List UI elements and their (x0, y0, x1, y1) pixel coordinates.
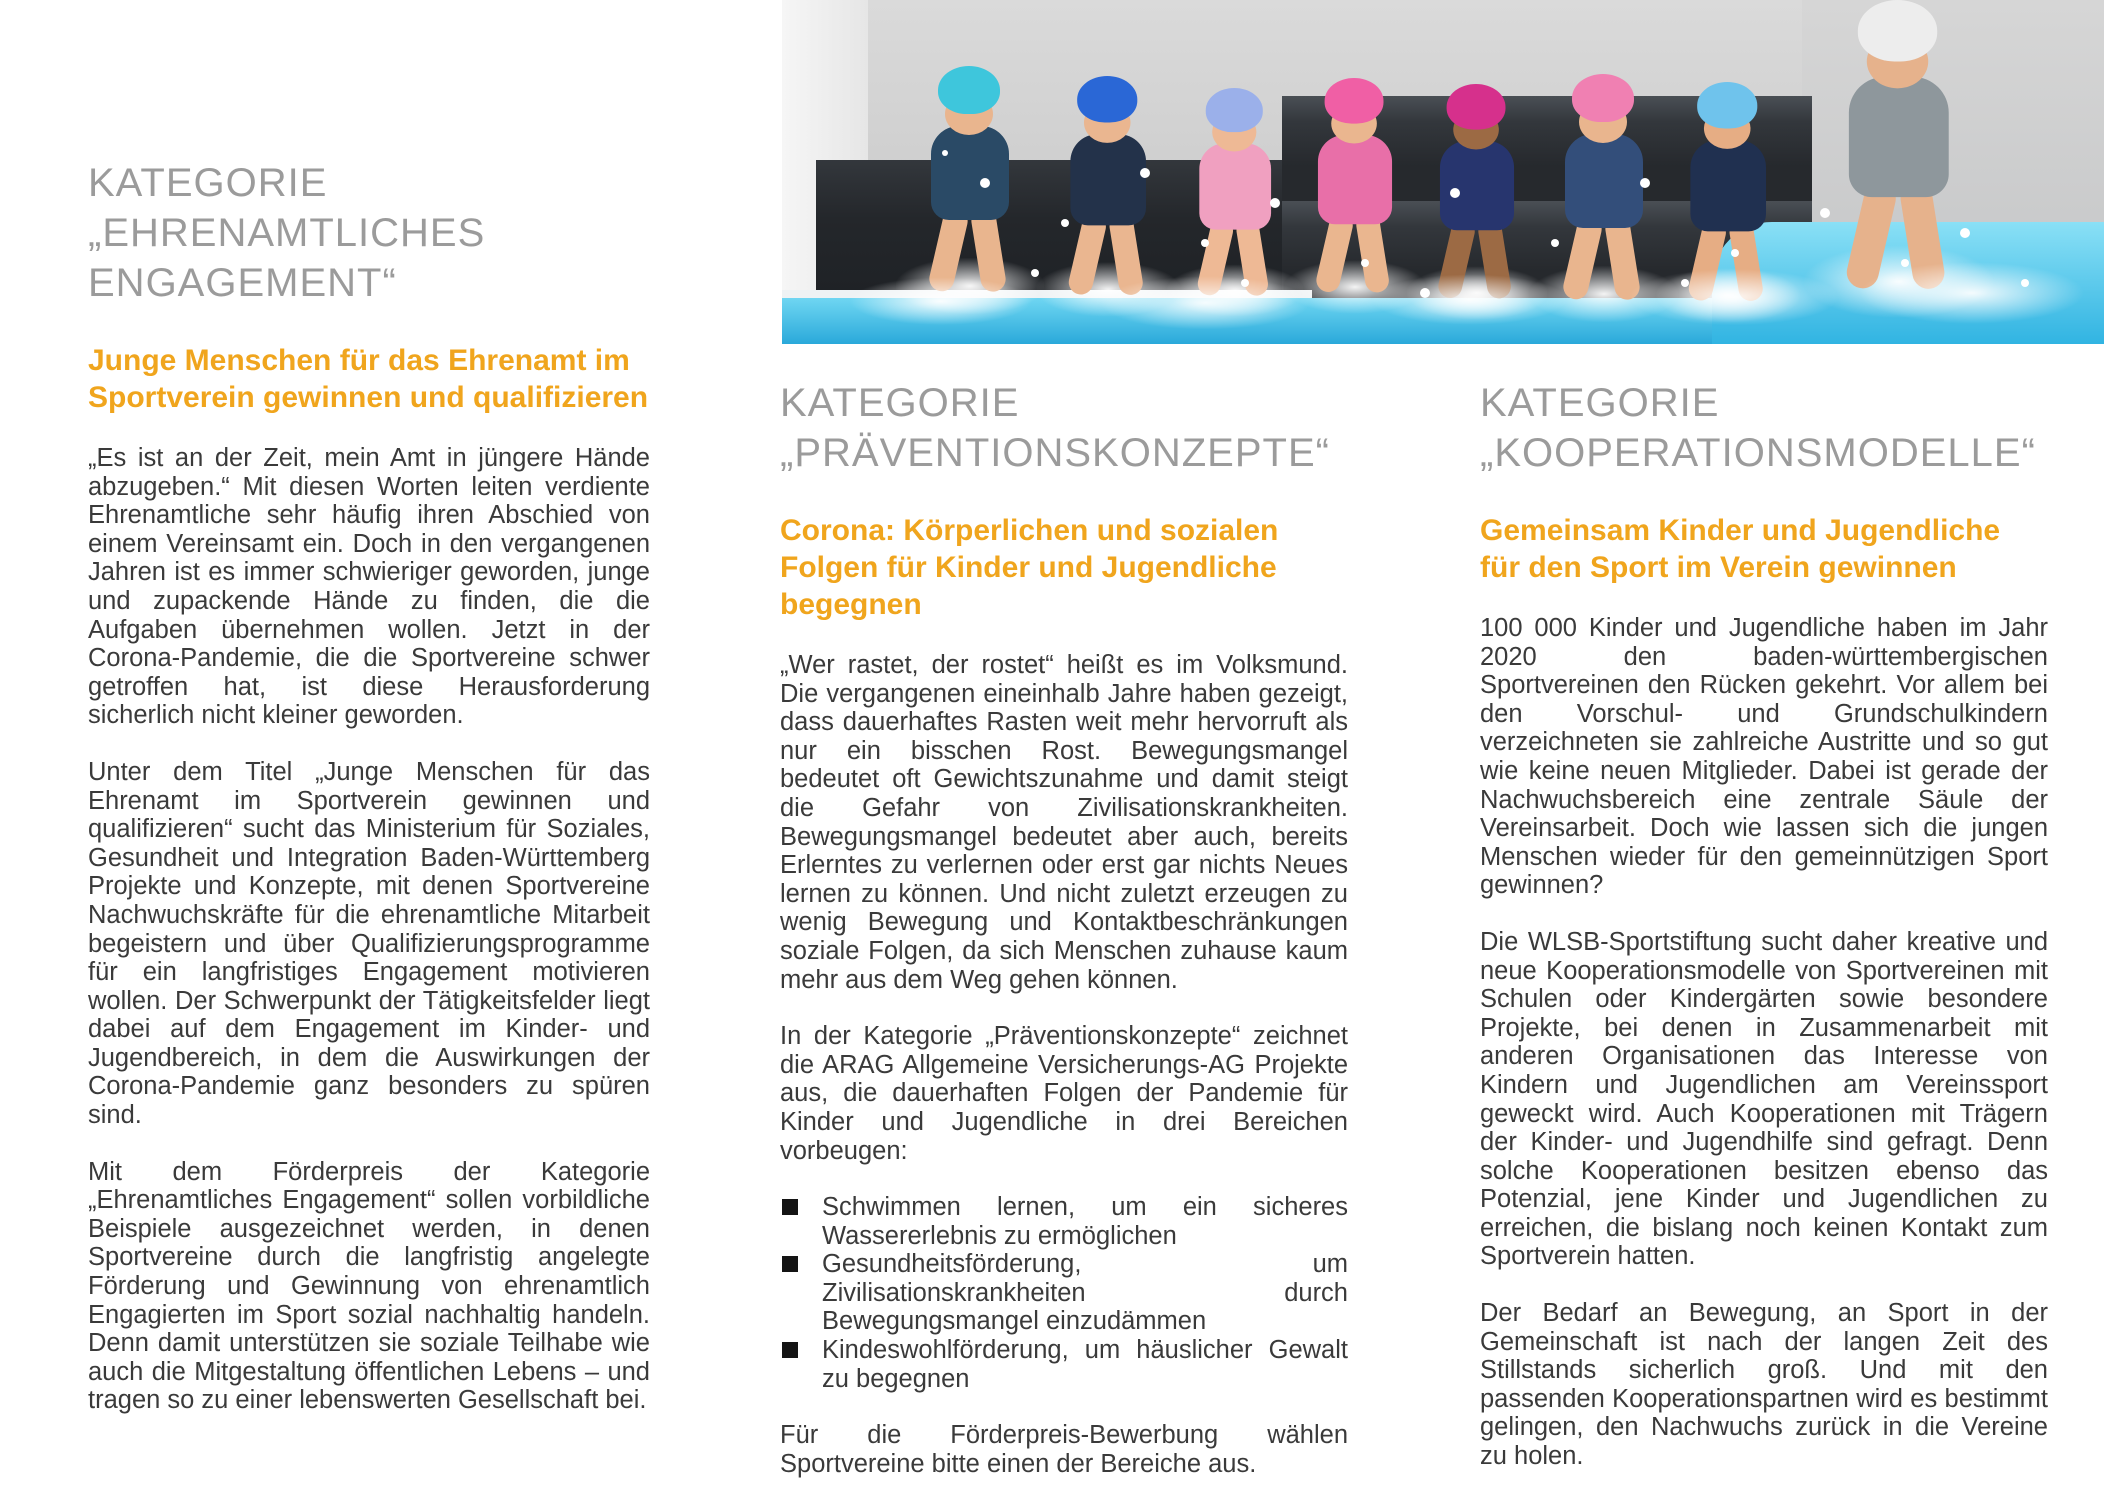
torso (1199, 143, 1271, 229)
list-item (780, 1336, 1348, 1393)
water-droplets (942, 150, 948, 156)
torso (1849, 77, 1949, 197)
torso (1690, 140, 1766, 231)
paragraph: 100 000 Kinder und Jugendliche haben im Jahr 2020 den baden-württembergischen Sportvereinen den Rücken gekehrt. Vor allem bei den Vorschul- und Grundschulkindern verzeichneten sie zahlreiche Austritte und so gut wie keine neuen Mitglieder. Dabei ist gerade der Nachwuchsbereich eine zentrale Säule der Vereinsarbeit. Doch wie lassen sich die jungen Menschen wieder für den gemeinnützigen Sport gewinnen? (1480, 614, 2048, 900)
swim-cap-icon (938, 66, 1000, 114)
water-splash (782, 252, 2104, 334)
swim-cap-icon (1077, 76, 1137, 123)
square-bullet-icon (782, 1256, 798, 1272)
torso (1565, 134, 1643, 228)
category-kicker (780, 378, 1348, 478)
paragraph: „Wer rastet, der rostet“ heißt es im Volksmund. Die vergangenen eineinhalb Jahre haben gezeigt, dass dauerhaftes Rasten weit mehr hervorruft als nur ein bisschen Rost. Bewegungsmangel bedeutet oft Gewichtszunahme und damit steigt die Gefahr von Zivilisationskrankheiten. Bewegungsmangel bedeutet aber auch, bereits Erlerntes zu verlernen oder erst gar nichts Neues lernen zu können. Und nicht zuletzt erzeugen zu wenig Bewegung und Kontaktbeschränkungen soziale Folgen, da sich Menschen zuhause kaum mehr aus dem Weg gehen können. (780, 651, 1348, 994)
torso (1318, 135, 1392, 224)
category-body (1480, 614, 2048, 1471)
kicker-line-2: „KOOPERATIONSMODELLE“ (1480, 431, 2036, 475)
list-item (780, 1193, 1348, 1250)
category-body (780, 651, 1348, 1478)
column-kooperationsmodelle (1480, 378, 2048, 1471)
paragraph: In der Kategorie „Präventionskonzepte“ zeichnet die ARAG Allgemeine Versicherungs-AG Projekte aus, die dauerhaften Folgen der Pandemie für Kinder und Jugendliche in drei Bereichen vorbeugen: (780, 1022, 1348, 1165)
list-item-text: Kindeswohlförderung, um häuslicher Gewalt zu begegnen (822, 1336, 1348, 1393)
column-ehrenamtliches-engagement (88, 158, 650, 1415)
paragraph: „Es ist an der Zeit, mein Amt in jüngere Hände abzugeben.“ Mit diesen Worten leiten verdiente Ehrenamtliche sehr häufig ihren Abschied von einem Vereinsamt ein. Doch in den vergangenen Jahren ist es immer schwieriger geworden, junge und zupackende Hände zu finden, die die Aufgaben übernehmen wollen. Jetzt in der Corona-Pandemie, die die Sportvereine schwer getroffen hat, ist diese Herausforderung sicherlich nicht kleiner geworden. (88, 444, 650, 730)
paragraph: Mit dem Förderpreis der Kategorie „Ehrenamtliches Engagement“ sollen vorbildliche Beispiele ausgezeichnet werden, in denen Sportvereine durch die langfristig angelegte Förderung und Gewinnung von ehrenamtlich Engagierten im Sport sozial nachhaltig handeln. Denn damit unterstützen sie soziale Teilhabe wie auch die Mitgestaltung öffentlichen Lebens – und tragen so zu einer lebenswerten Gesellschaft bei. (88, 1157, 650, 1415)
category-kicker (1480, 378, 2048, 478)
paragraph: Unter dem Titel „Junge Menschen für das Ehrenamt im Sportverein gewinnen und qualifizieren“ sucht das Ministerium für Soziales, Gesundheit und Integration Baden-Württemberg Projekte und Konzepte, mit denen Sportvereine Nachwuchskräfte für die ehrenamtliche Mitarbeit begeistern und über Qualifizierungsprogramme für ein langfristiges Engagement motivieren wollen. Der Schwerpunkt der Tätigkeitsfelder liegt dabei auf dem Engagement im Kinder- und Jugendbereich, in dem die Auswirkungen der Corona-Pandemie ganz besonders zu spüren sind. (88, 757, 650, 1130)
list-item-text: Schwimmen lernen, um ein sicheres Wassererlebnis zu ermöglichen (822, 1193, 1348, 1250)
column-praeventionskonzepte (780, 378, 1348, 1478)
swim-cap-icon (1572, 74, 1634, 122)
category-body (88, 444, 650, 1415)
square-bullet-icon (782, 1199, 798, 1215)
swim-cap-icon (1206, 88, 1263, 132)
swim-cap-icon (1447, 84, 1506, 130)
kicker-line-2: „EHRENAMTLICHES ENGAGEMENT“ (88, 211, 486, 305)
category-subheading: Gemeinsam Kinder und Jugendliche für den Sport im Verein gewinnen (1480, 514, 2001, 584)
paragraph: Der Bedarf an Bewegung, an Sport in der Gemeinschaft ist nach der langen Zeit des Stillstands sicherlich groß. Und mit den passenden Kooperationspartnen wird es bestimmt gelingen, den Nachwuchs zurück in die Vereine zu holen. (1480, 1299, 2048, 1471)
list-item (780, 1250, 1348, 1336)
pool-photo (782, 0, 2104, 344)
focus-area-list (780, 1193, 1348, 1393)
torso (1440, 141, 1514, 230)
paragraph: Die WLSB-Sportstiftung sucht daher kreative und neue Kooperationsmodelle von Sportvereinen mit Schulen oder Kindergärten sowie besondere Projekte, bei denen in Zusammenarbeit mit anderen Organisationen das Interesse von Kindern und Jugendlichen am Vereinssport geweckt wird. Auch Kooperationen mit Trägern der Kinder- und Jugendhilfe sind gefragt. Denn solche Kooperationen besitzen ebenso das Potenzial, jene Kinder und Jugendlichen zu erreichen, die bislang noch keinen Kontakt zum Sportverein hatten. (1480, 927, 2048, 1271)
list-item-text: Gesundheitsförderung, um Zivilisationskrankheiten durch Bewegungsmangel einzudämmen (822, 1250, 1348, 1336)
swim-cap-icon (1697, 82, 1757, 129)
category-kicker (88, 158, 650, 308)
kicker-line-1: KATEGORIE (1480, 381, 1720, 425)
swim-cap-icon (1325, 78, 1384, 124)
category-subheading: Junge Menschen für das Ehrenamt im Sportverein gewinnen und qualifizieren (88, 344, 649, 414)
kicker-line-1: KATEGORIE (88, 161, 328, 205)
paragraph: Für die Förderpreis-Bewerbung wählen Sportvereine bitte einen der Bereiche aus. (780, 1421, 1348, 1478)
swim-cap-icon (1858, 0, 1937, 61)
kicker-line-2: „PRÄVENTIONSKONZEPTE“ (780, 431, 1330, 475)
kicker-line-1: KATEGORIE (780, 381, 1020, 425)
torso (1070, 134, 1146, 225)
square-bullet-icon (782, 1342, 798, 1358)
torso (931, 126, 1009, 220)
category-subheading: Corona: Körperlichen und sozialen Folgen für Kinder und Jugendliche begegnen (780, 514, 1279, 621)
